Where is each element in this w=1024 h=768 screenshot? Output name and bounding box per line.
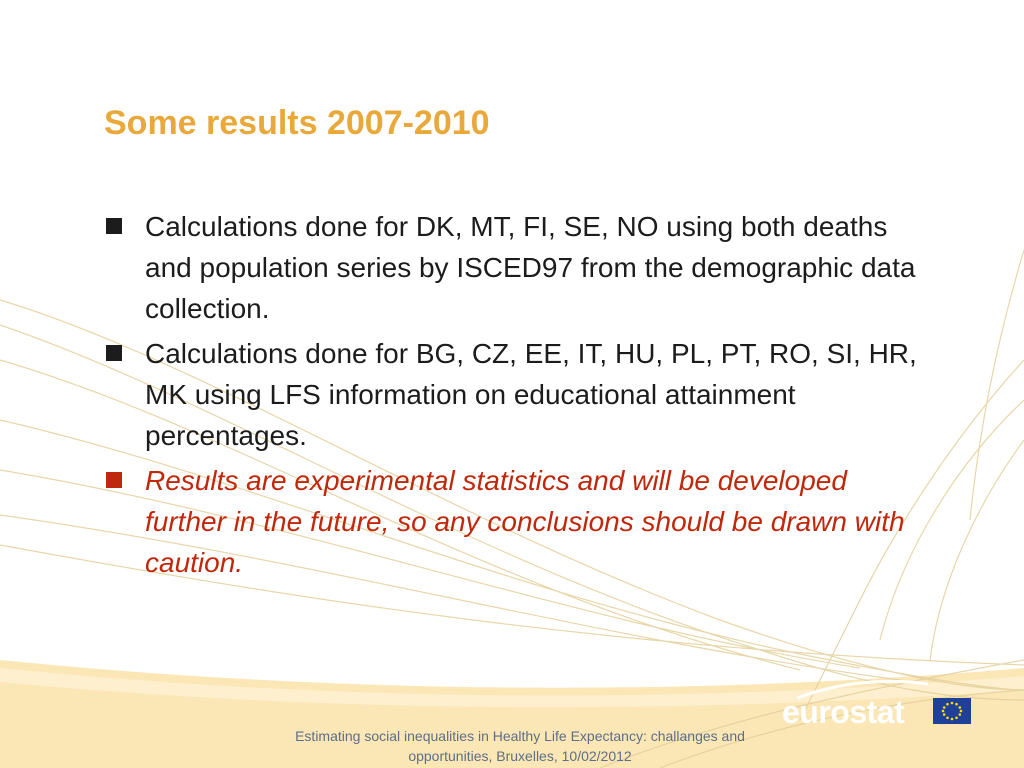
- square-bullet-icon: [106, 345, 122, 361]
- swoosh-line: [930, 440, 1024, 660]
- bullet-item-caution: [104, 460, 924, 583]
- bullet-text: Calculations done for DK, MT, FI, SE, NO using both deaths and population series by ISCED97 from the demographic data collection.: [145, 211, 916, 324]
- eu-flag-icon: [933, 698, 971, 724]
- footer-line-2: opportunities, Bruxelles, 10/02/2012: [408, 748, 632, 764]
- bullet-item: [104, 333, 924, 456]
- slide-title: Some results 2007-2010: [104, 104, 490, 142]
- bullet-list: [104, 206, 924, 587]
- square-bullet-icon: [106, 472, 122, 488]
- bullet-text: Results are experimental statistics and will be developed further in the future, so any conclusions should be drawn with caution.: [145, 465, 905, 578]
- bullet-text: Calculations done for BG, CZ, EE, IT, HU, PL, PT, RO, SI, HR, MK using LFS information on educational attainment percentages.: [145, 338, 917, 451]
- bullet-item: [104, 206, 924, 329]
- footer-line-1: Estimating social inequalities in Healthy Life Expectancy: challanges and: [295, 728, 745, 744]
- logo-wordmark: eurostat: [782, 694, 905, 730]
- footer-caption: [230, 726, 810, 766]
- square-bullet-icon: [106, 218, 122, 234]
